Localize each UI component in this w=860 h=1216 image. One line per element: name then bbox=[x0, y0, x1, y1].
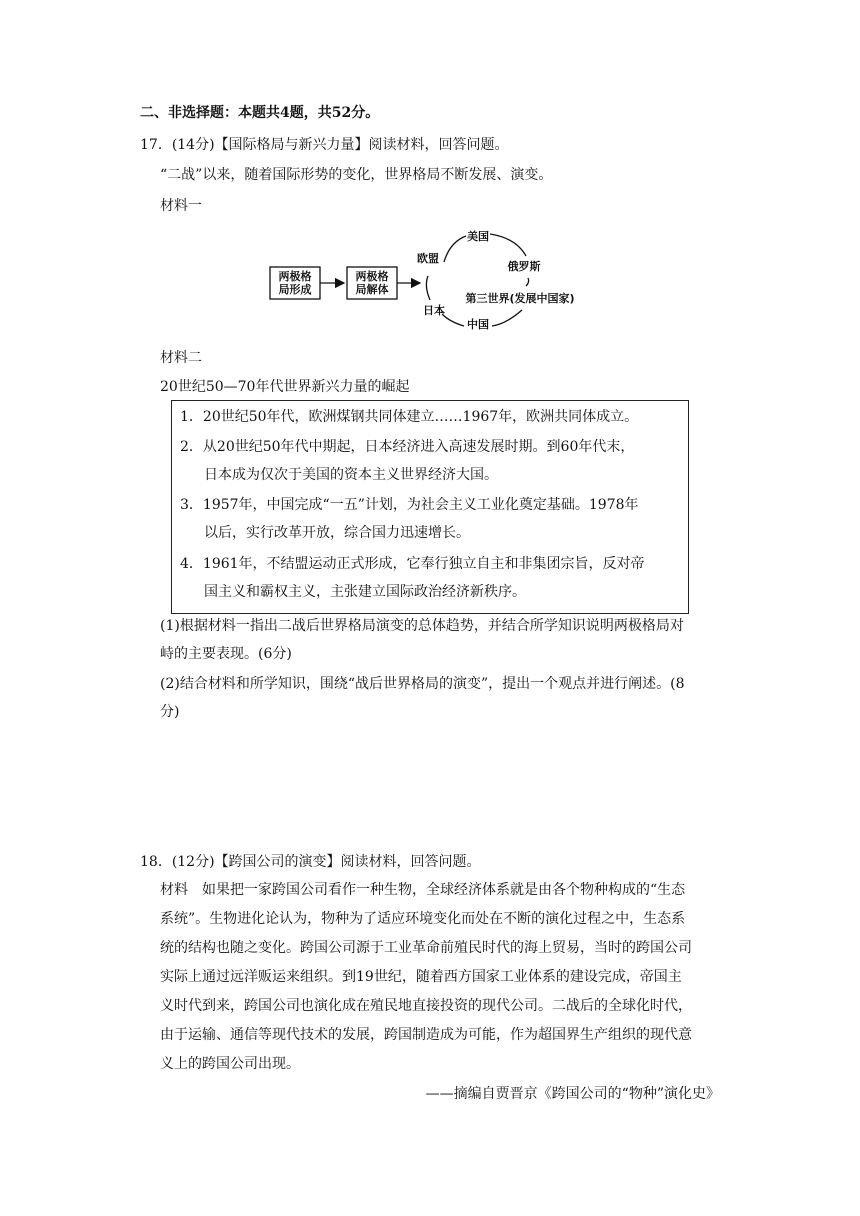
table-line: 4．1961年，不结盟运动正式形成，它奉行独立自主和非集团宗旨，反对帝 bbox=[180, 556, 645, 572]
node-japan: 日本 bbox=[423, 304, 445, 317]
table-line: 1．20世纪50年代，欧洲煤钢共同体建立……1967年，欧洲共同体成立。 bbox=[180, 409, 639, 425]
node-russia: 俄罗斯 bbox=[507, 260, 541, 273]
section-heading: 二、非选择题：本题共4题，共52分。 bbox=[140, 105, 380, 121]
table-line: 2．从20世纪50年代中期起，日本经济进入高速发展时期。到60年代末， bbox=[180, 439, 635, 455]
q18-paragraph-line: 由于运输、通信等现代技术的发展，跨国制造成为可能，作为超国界生产组织的现代意 bbox=[160, 1027, 692, 1043]
node-eu: 欧盟 bbox=[417, 252, 439, 265]
q18-paragraph-line: 实际上通过远洋贩运来组织。到19世纪，随着西方国家工业体系的建设完成，帝国主 bbox=[160, 969, 682, 985]
q18-paragraph-line: 义上的跨国公司出现。 bbox=[160, 1056, 300, 1072]
sub-question-2-line2: 分) bbox=[160, 704, 180, 720]
table-line: 3．1957年，中国完成“一五”计划，为社会主义工业化奠定基础。1978年 bbox=[180, 497, 639, 513]
q18-source: ——摘编自贾晋京《跨国公司的“物种”演化史》 bbox=[425, 1086, 720, 1102]
q18-paragraph-line: 系统”。生物进化论认为，物种为了适应环境变化而处在不断的演化过程之中，生态系 bbox=[160, 911, 686, 927]
node-third-world: 第三世界(发展中国家) bbox=[465, 292, 575, 305]
table-line: 国主义和霸权主义，主张建立国际政治经济新秩序。 bbox=[204, 584, 526, 600]
table-line: 以后，实行改革开放，综合国力迅速增长。 bbox=[204, 525, 470, 541]
bipolar-collapsed-line1: 两极格 bbox=[355, 270, 389, 283]
table-line: 日本成为仅次于美国的资本主义世界经济大国。 bbox=[204, 467, 498, 483]
sub-question-2-line1: (2)结合材料和所学知识，围绕“战后世界格局的演变”，提出一个观点并进行阐述。(8 bbox=[160, 676, 685, 692]
node-china: 中国 bbox=[467, 318, 489, 331]
q17-intro: “二战”以来，随着国际形势的变化，世界格局不断发展、演变。 bbox=[160, 167, 553, 183]
q18-paragraph-line: 材料 如果把一家跨国公司看作一种生物，全球经济体系就是由各个物种构成的“生态 bbox=[160, 882, 686, 898]
material2-title: 20世纪50—70年代世界新兴力量的崛起 bbox=[160, 379, 410, 395]
sub-question-1-line2: 峙的主要表现。(6分) bbox=[160, 646, 292, 662]
material2-label: 材料二 bbox=[160, 350, 202, 366]
bipolar-formed-line2: 局形成 bbox=[278, 283, 312, 296]
q17-title: 17．(14分)【国际格局与新兴力量】阅读材料，回答问题。 bbox=[140, 137, 509, 153]
q18-paragraph-line: 义时代到来，跨国公司也演化成在殖民地直接投资的现代公司。二战后的全球化时代， bbox=[160, 998, 692, 1014]
q18-paragraph-line: 统的结构也随之变化。跨国公司源于工业革命前殖民时代的海上贸易，当时的跨国公司 bbox=[160, 940, 692, 956]
q18-title: 18．(12分)【跨国公司的演变】阅读材料，回答问题。 bbox=[140, 854, 481, 870]
material1-label: 材料一 bbox=[160, 198, 202, 214]
bipolar-formed-line1: 两极格 bbox=[278, 270, 312, 283]
sub-question-1-line1: (1)根据材料一指出二战后世界格局演变的总体趋势，并结合所学知识说明两极格局对 bbox=[160, 618, 684, 634]
node-usa: 美国 bbox=[467, 230, 489, 243]
material2-table bbox=[171, 400, 689, 614]
bipolar-collapsed-line2: 局解体 bbox=[355, 283, 389, 296]
world-pattern-diagram bbox=[268, 226, 592, 338]
